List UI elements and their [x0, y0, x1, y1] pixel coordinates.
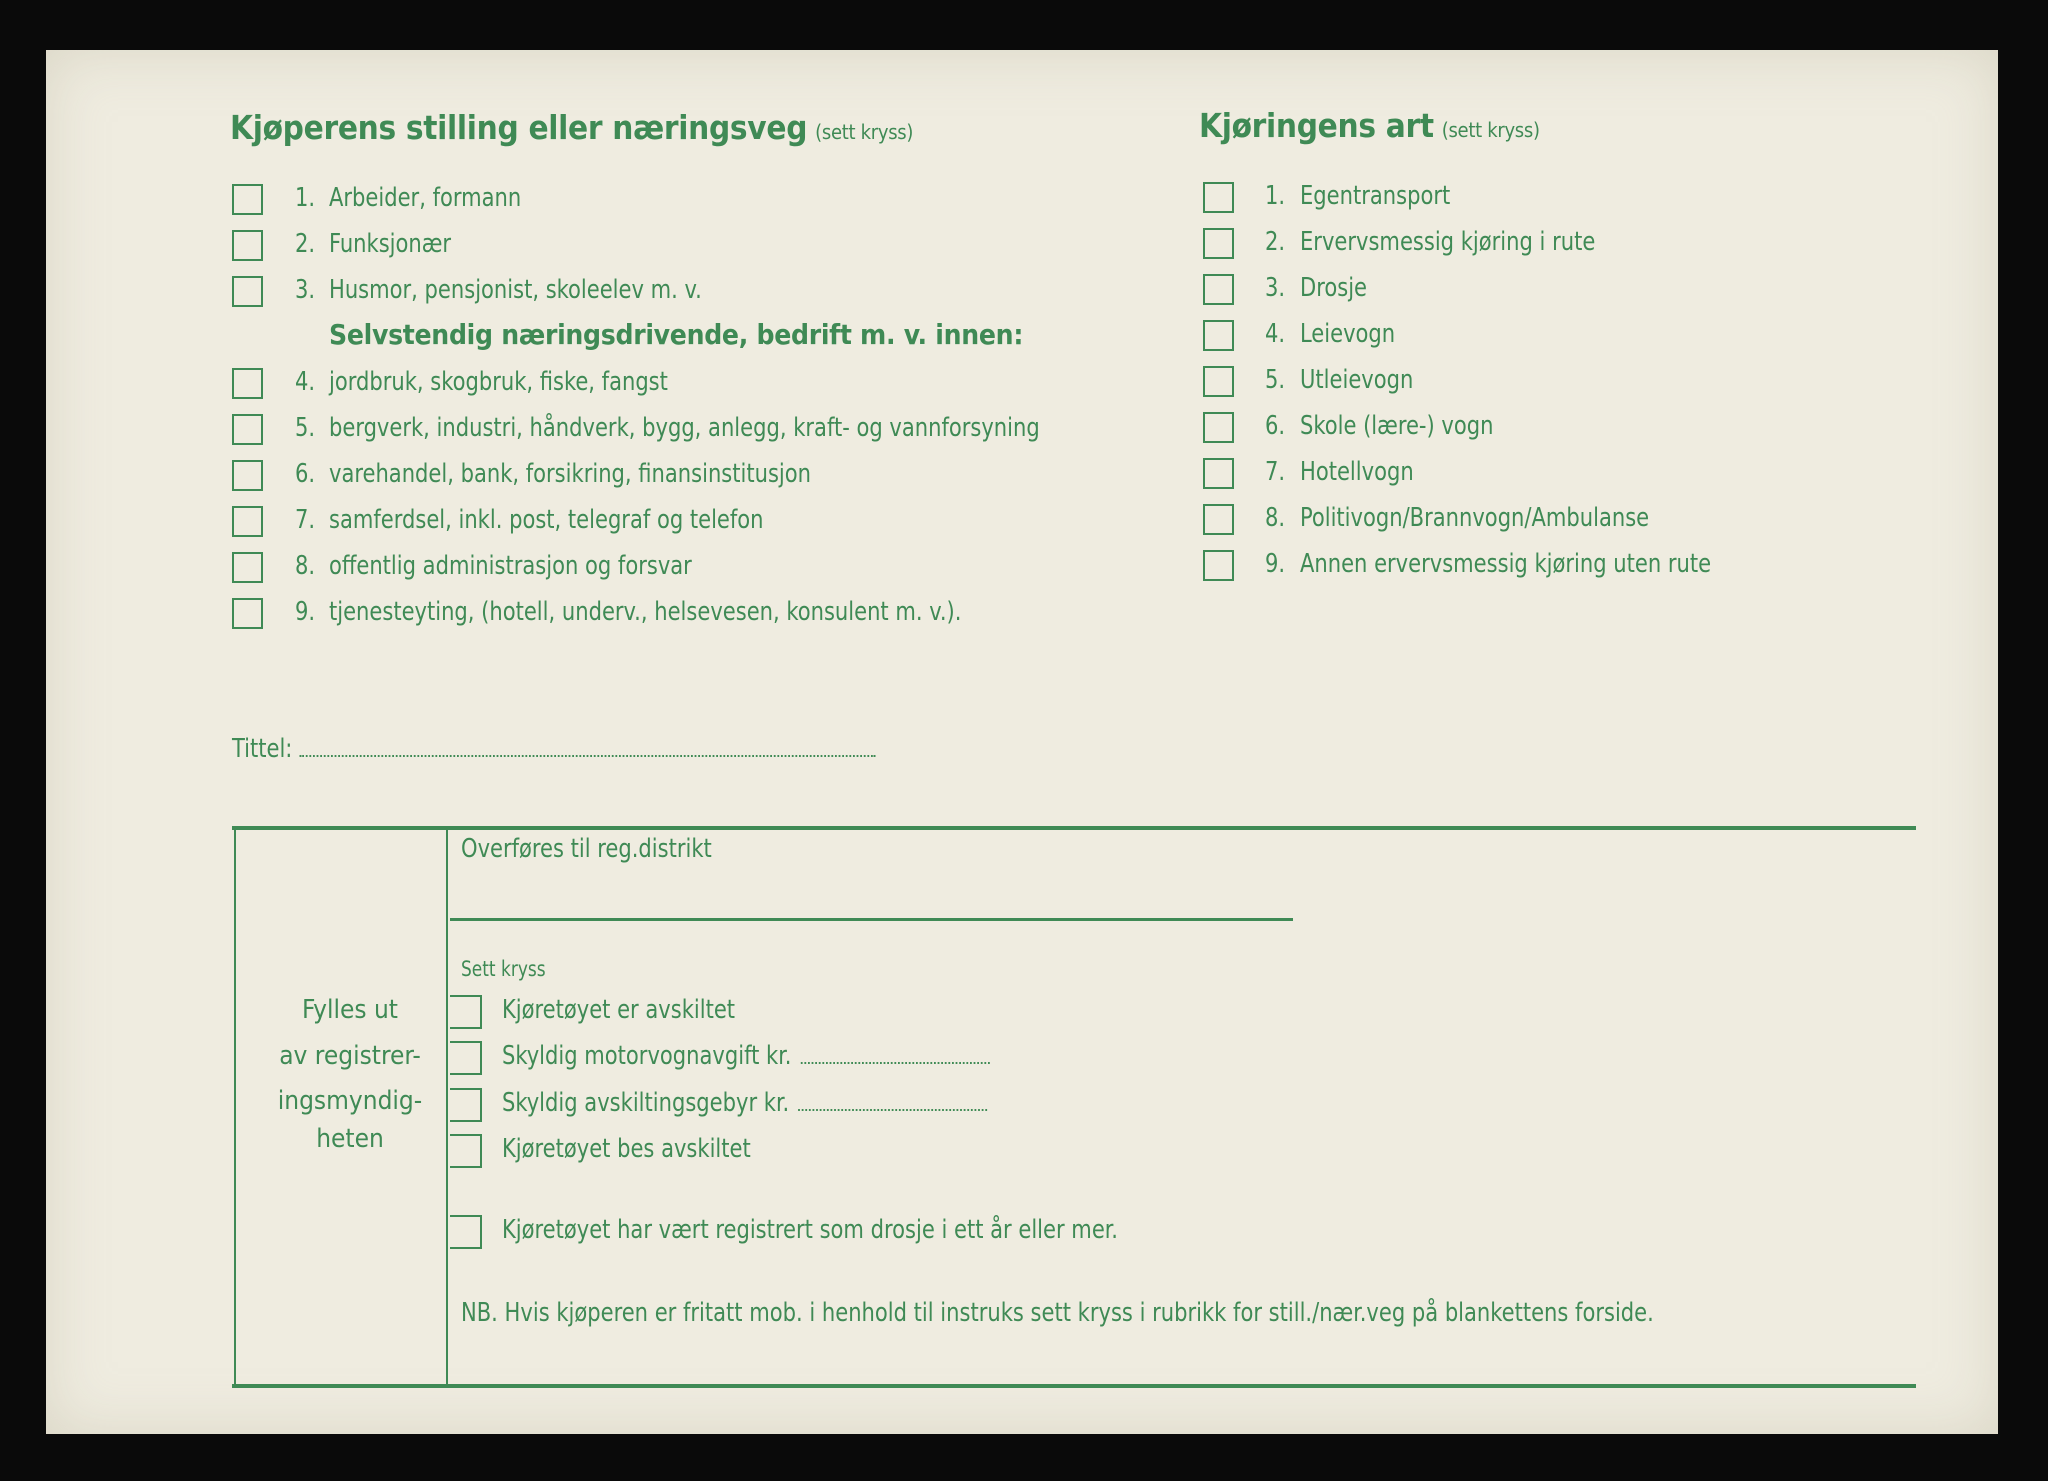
occupation-label: tjenesteyting, (hotell, underv., helsevesen, konsulent m. v.).: [329, 597, 962, 627]
registry-checkbox[interactable]: [450, 1134, 482, 1168]
box-left-rule: [234, 828, 236, 1384]
box-bottom-rule: [232, 1384, 1916, 1388]
occupation-number: 6.: [295, 459, 316, 489]
registry-item: [502, 1041, 989, 1071]
registry-item-label: Kjøretøyet bes avskiltet: [502, 1134, 751, 1164]
driving-type-number: 3.: [1265, 273, 1286, 303]
registry-item-label: Skyldig motorvognavgift kr.: [502, 1041, 792, 1071]
side-label-line: ingsmyndig-: [277, 1086, 423, 1116]
occupation-number: 2.: [295, 229, 316, 259]
amount-dotted-line[interactable]: [798, 1089, 987, 1111]
occupation-label: samferdsel, inkl. post, telegraf og telefon: [329, 505, 764, 535]
driving-type-number: 8.: [1265, 503, 1286, 533]
driving-type-checkbox[interactable]: [1203, 412, 1234, 443]
occupation-checkbox[interactable]: [232, 460, 263, 491]
driving-type-label: Ervervsmessig kjøring i rute: [1300, 227, 1596, 257]
heading-text: Kjøringens art: [1199, 106, 1434, 145]
registry-checkbox[interactable]: [450, 1215, 482, 1249]
occupation-number: 4.: [295, 367, 316, 397]
registry-checkbox[interactable]: [450, 1088, 482, 1122]
occupation-label: varehandel, bank, forsikring, finansinstitusjon: [329, 459, 812, 489]
transfer-district-line[interactable]: [450, 918, 1293, 921]
registry-checkbox[interactable]: [450, 995, 482, 1029]
driving-type-number: 4.: [1265, 319, 1286, 349]
registry-item: [502, 1215, 1118, 1245]
self-employed-subheading: Selvstendig næringsdrivende, bedrift m. v. innen:: [329, 318, 1024, 351]
registry-item: [502, 1134, 751, 1164]
occupation-label: jordbruk, skogbruk, fiske, fangst: [329, 367, 668, 397]
driving-type-checkbox[interactable]: [1203, 182, 1234, 213]
occupation-checkbox[interactable]: [232, 368, 263, 399]
driving-type-label: Politivogn/Brannvogn/Ambulanse: [1300, 503, 1650, 533]
registry-item-label: Kjøretøyet er avskiltet: [502, 995, 736, 1025]
driving-type-checkbox[interactable]: [1203, 366, 1234, 397]
check-hint: Sett kryss: [461, 957, 546, 981]
heading-text: Kjøperens stilling eller næringsveg: [230, 108, 808, 147]
driving-type-label: Skole (lære-) vogn: [1300, 411, 1494, 441]
occupation-checkbox[interactable]: [232, 184, 263, 215]
registry-checkbox[interactable]: [450, 1041, 482, 1075]
nb-note: NB. Hvis kjøperen er fritatt mob. i henhold til instruks sett kryss i rubrikk for still./nær.veg på blankettens forside.: [461, 1298, 1654, 1328]
driving-type-number: 6.: [1265, 411, 1286, 441]
driving-type-checkbox[interactable]: [1203, 274, 1234, 305]
occupation-label: Husmor, pensjonist, skoleelev m. v.: [329, 275, 702, 305]
title-field[interactable]: [232, 734, 875, 764]
heading-hint: (sett kryss): [1441, 118, 1540, 142]
side-label-line: Fylles ut: [302, 995, 398, 1025]
occupation-checkbox[interactable]: [232, 230, 263, 261]
occupation-checkbox[interactable]: [232, 506, 263, 537]
occupation-checkbox[interactable]: [232, 276, 263, 307]
driving-type-number: 7.: [1265, 457, 1286, 487]
driving-type-checkbox[interactable]: [1203, 228, 1234, 259]
title-label: Tittel:: [232, 734, 293, 764]
occupation-label: offentlig administrasjon og forsvar: [329, 551, 692, 581]
registry-item: [502, 995, 735, 1025]
occupation-label: Arbeider, formann: [329, 183, 522, 213]
driving-type-label: Egentransport: [1300, 181, 1451, 211]
driving-type-number: 1.: [1265, 181, 1286, 211]
occupation-number: 9.: [295, 597, 316, 627]
driving-type-checkbox[interactable]: [1203, 550, 1234, 581]
transfer-label: Overføres til reg.distrikt: [461, 834, 712, 864]
amount-dotted-line[interactable]: [800, 1042, 989, 1064]
side-label-line: av registrer-: [279, 1041, 421, 1071]
title-dotted-line: [299, 735, 875, 757]
side-label-line: heten: [316, 1124, 384, 1154]
driving-type-label: Utleievogn: [1300, 365, 1414, 395]
heading-hint: (sett kryss): [815, 120, 914, 144]
occupation-number: 8.: [295, 551, 316, 581]
driving-type-number: 5.: [1265, 365, 1286, 395]
occupation-number: 7.: [295, 505, 316, 535]
driving-type-checkbox[interactable]: [1203, 320, 1234, 351]
driving-type-label: Leievogn: [1300, 319, 1396, 349]
occupation-label: Funksjonær: [329, 229, 452, 259]
occupation-label: bergverk, industri, håndverk, bygg, anlegg, kraft- og vannforsyning: [329, 413, 1040, 443]
box-top-rule: [232, 826, 1916, 830]
buyer-occupation-heading: [230, 108, 913, 147]
driving-type-label: Annen ervervsmessig kjøring uten rute: [1300, 549, 1712, 579]
occupation-checkbox[interactable]: [232, 552, 263, 583]
driving-type-checkbox[interactable]: [1203, 458, 1234, 489]
driving-type-label: Hotellvogn: [1300, 457, 1414, 487]
driving-type-number: 2.: [1265, 227, 1286, 257]
occupation-checkbox[interactable]: [232, 598, 263, 629]
occupation-checkbox[interactable]: [232, 414, 263, 445]
driving-type-heading: [1199, 106, 1540, 145]
driving-type-number: 9.: [1265, 549, 1286, 579]
occupation-number: 1.: [295, 183, 316, 213]
driving-type-label: Drosje: [1300, 273, 1368, 303]
occupation-number: 3.: [295, 275, 316, 305]
registry-item-label: Skyldig avskiltingsgebyr kr.: [502, 1088, 790, 1118]
registry-item-label: Kjøretøyet har vært registrert som drosje i ett år eller mer.: [502, 1215, 1118, 1245]
occupation-number: 5.: [295, 413, 316, 443]
registry-item: [502, 1088, 987, 1118]
driving-type-checkbox[interactable]: [1203, 504, 1234, 535]
